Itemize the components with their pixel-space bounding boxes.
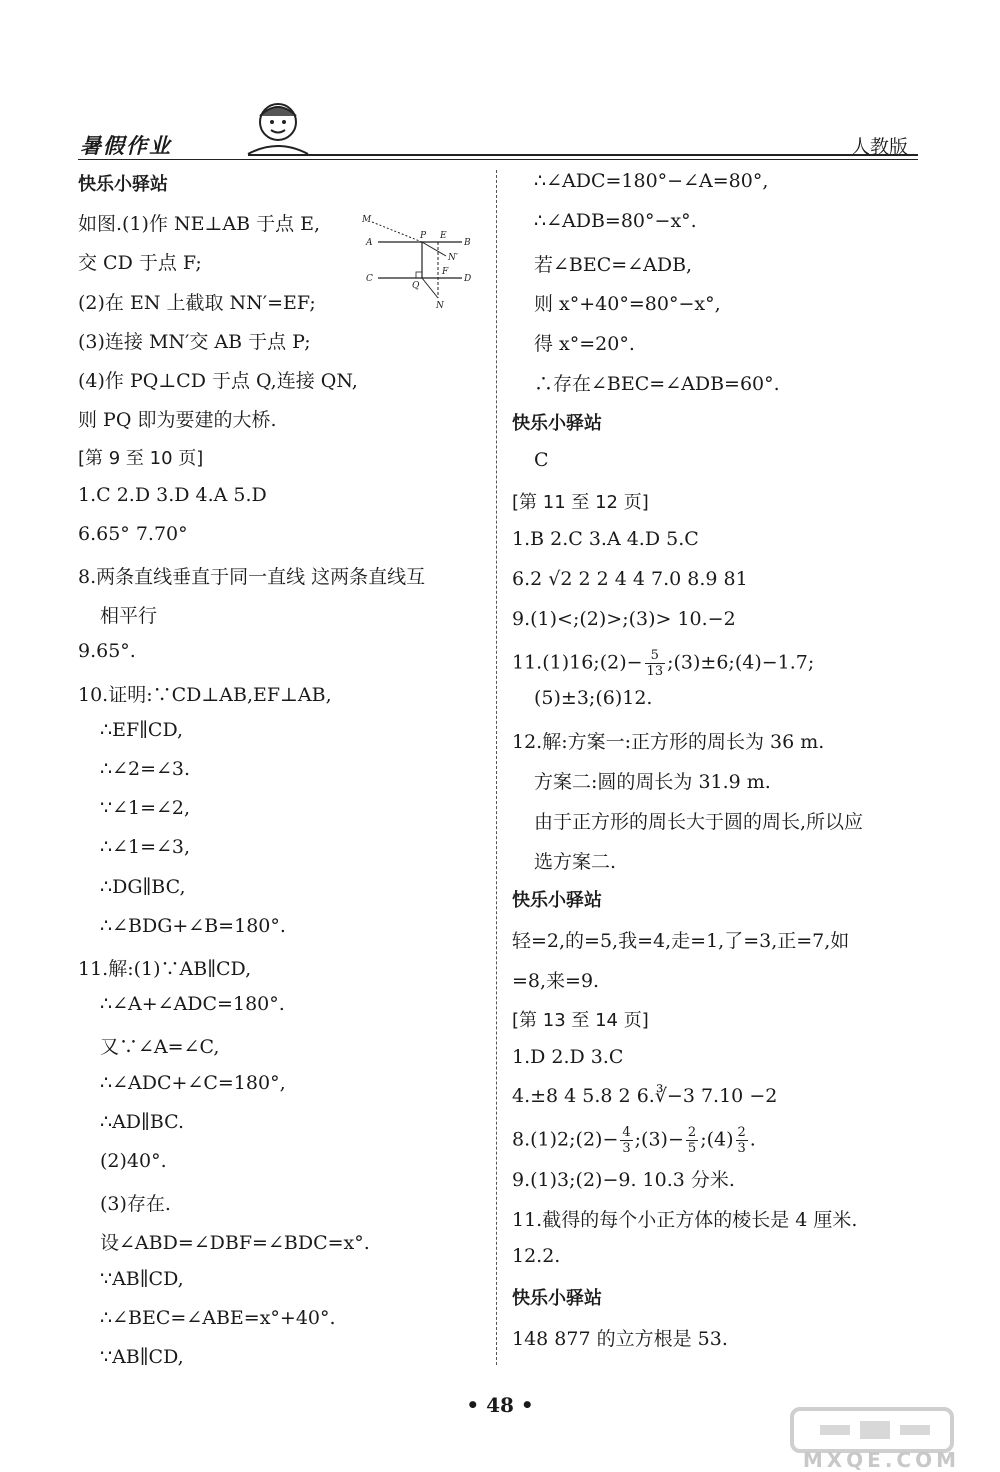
figure-label: M: [362, 215, 372, 225]
section-heading: 快乐小驿站: [512, 412, 602, 434]
bridge-diagram: [360, 212, 478, 312]
page-number: • 48 •: [466, 1393, 534, 1417]
answer-line: 选方案二.: [534, 850, 617, 873]
fraction: $\frac{2}{3}$: [737, 1125, 746, 1157]
answer-line: ∵AB∥CD,: [100, 1346, 184, 1368]
answer-line: ∵∠1=∠2,: [100, 797, 191, 820]
answer-line: ∴∠2=∠3.: [100, 758, 191, 780]
page-range-heading: [第 13 至 14 页]: [512, 1009, 649, 1031]
answer-line: (3)连接 MN′交 AB 于点 P;: [78, 330, 311, 353]
answer-line: 11.(1)16;(2)− $\frac{5}{13}$ ;(3)±6;(4)−1.7;: [512, 647, 815, 679]
figure-label: N′: [448, 253, 458, 263]
answer-line: 148 877 的立方根是 53.: [512, 1328, 728, 1351]
page-range-heading: [第 11 至 12 页]: [512, 492, 649, 514]
figure-label: P: [420, 231, 427, 241]
answer-line: ∴∠1=∠3,: [100, 836, 191, 859]
answer-line: 9.65°.: [78, 640, 136, 663]
answer-line: 8.(1)2;(2)− $\frac{4}{3}$ ;(3)− $\frac{2}{5}$ ;(4) $\frac{2}{3}$ .: [512, 1125, 756, 1157]
section-heading: 快乐小驿站: [512, 1288, 602, 1310]
answer-line: (4)作 PQ⊥CD 于点 Q,连接 QN,: [78, 370, 358, 392]
answer-line: 8.两条直线垂直于同一直线 这两条直线互: [78, 566, 426, 588]
figure-label: C: [366, 274, 373, 284]
answer-line: ∴∠ADB=80°−x°.: [534, 209, 697, 232]
answer-line: ∴∠BEC=∠ABE=x°+40°.: [100, 1306, 336, 1329]
answer-line: (5)±3;(6)12.: [534, 687, 653, 710]
fraction: $\frac{2}{5}$: [687, 1125, 697, 1157]
answer-line: ∴∠ADC=180°−∠A=80°,: [534, 170, 769, 192]
answer-line: ∴∠A+∠ADC=180°.: [100, 993, 285, 1016]
watermark-url: MXQE.COM: [802, 1448, 960, 1472]
answer-line: 1.D 2.D 3.C: [512, 1045, 624, 1068]
answer-line: (2)在 EN 上截取 NN′=EF;: [78, 291, 316, 314]
answer-line: 交 CD 于点 F;: [78, 252, 202, 275]
answer-line: 4.±8 4 5.8 2 6.∛−3 7.10 −2: [512, 1085, 778, 1108]
figure-label: D: [464, 274, 472, 284]
answer-line: 则 x°+40°=80°−x°,: [534, 293, 721, 316]
figure-label: F: [442, 267, 449, 277]
answer-line: 方案二:圆的周长为 31.9 m.: [534, 771, 771, 793]
answer-line: 设∠ABD=∠DBF=∠BDC=x°.: [100, 1232, 370, 1255]
answer-line: 相平行: [100, 605, 158, 628]
figure-label: Q: [412, 281, 420, 291]
answer-line: 轻=2,的=5,我=4,走=1,了=3,正=7,如: [512, 930, 850, 953]
header-rule-thin: [78, 159, 918, 160]
header-rule: [248, 154, 918, 156]
answer-line: ∴AD∥BC.: [100, 1110, 185, 1133]
answer-line: ∴EF∥CD,: [100, 718, 184, 741]
figure-label: E: [440, 231, 447, 241]
answer-line: ∴存在∠BEC=∠ADB=60°.: [534, 373, 780, 395]
answer-line: ∴DG∥BC,: [100, 875, 186, 898]
answer-line: 10.证明:∵CD⊥AB,EF⊥AB,: [78, 683, 332, 706]
fraction: $\frac{4}{3}$: [622, 1125, 631, 1157]
answer-line: 9.(1)<;(2)>;(3)> 10.−2: [512, 607, 736, 630]
page-header: [78, 92, 918, 162]
answer-line: 6.65° 7.70°: [78, 522, 188, 545]
figure-label: N: [436, 301, 444, 311]
answer-line: 又∵∠A=∠C,: [100, 1036, 220, 1059]
figure-label: A: [366, 238, 373, 248]
answer-line: 11.解:(1)∵AB∥CD,: [78, 958, 252, 980]
answer-line: (2)40°.: [100, 1150, 167, 1172]
answer-line: 如图.(1)作 NE⊥AB 于点 E,: [78, 213, 321, 236]
mascot-illustration: [208, 92, 328, 156]
answer-line: 则 PQ 即为要建的大桥.: [78, 409, 277, 432]
answer-line: 由于正方形的周长大于圆的周长,所以应: [534, 810, 864, 833]
answer-line: (3)存在.: [100, 1193, 171, 1216]
answer-line: C: [534, 448, 549, 471]
answer-line: 1.B 2.C 3.A 4.D 5.C: [512, 528, 699, 551]
answer-line: 6.2 √2 2 2 4 4 7.0 8.9 81: [512, 568, 748, 590]
answer-line: 12.2.: [512, 1244, 561, 1267]
section-heading: 快乐小驿站: [78, 174, 168, 195]
answer-line: =8,来=9.: [512, 970, 600, 992]
figure-label: B: [464, 238, 471, 248]
answer-line: 9.(1)3;(2)−9. 10.3 分米.: [512, 1169, 735, 1191]
edition-label: 人教版: [850, 136, 908, 158]
answer-line: ∵AB∥CD,: [100, 1267, 184, 1290]
answer-line: 得 x°=20°.: [534, 333, 635, 356]
answer-line: 11.截得的每个小正方体的棱长是 4 厘米.: [512, 1208, 858, 1231]
fraction: $\frac{5}{13}$: [646, 647, 664, 679]
column-divider: [496, 170, 497, 1365]
page-range-heading: [第 9 至 10 页]: [78, 448, 204, 470]
answer-line: ∴∠BDG+∠B=180°.: [100, 914, 286, 937]
answer-line: 12.解:方案一:正方形的周长为 36 m.: [512, 731, 825, 754]
series-logo: 暑假作业: [80, 133, 172, 158]
answer-line: 1.C 2.D 3.D 4.A 5.D: [78, 483, 267, 506]
answer-line: 若∠BEC=∠ADB,: [534, 253, 693, 276]
answer-line: ∴∠ADC+∠C=180°,: [100, 1071, 286, 1094]
section-heading: 快乐小驿站: [512, 890, 602, 912]
